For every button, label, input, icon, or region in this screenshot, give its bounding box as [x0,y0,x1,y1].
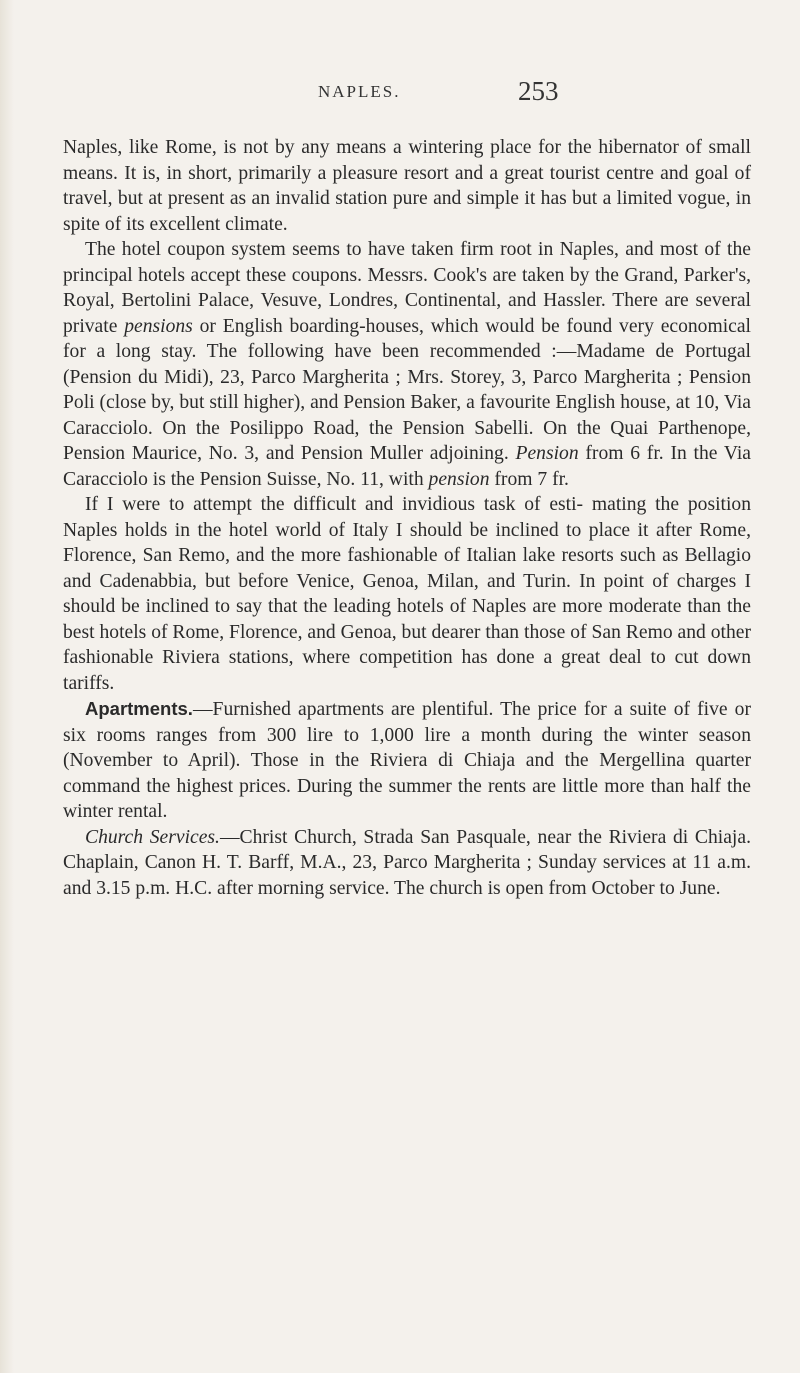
paragraph-text: from 7 fr. [489,468,569,490]
section-heading-church-services: Church Services. [85,826,220,848]
page-number: 253 [518,76,559,106]
paragraph-text: —Christ Church, Strada San Pasquale, near the Riviera di Chiaja. Chaplain, Canon H. T. Barff, M.A., 23, Parco Margherita ; Sunday services at 11 a.m. and 3.15 p.m. H.C. after morning service. The church is open from October to June. [63,826,751,899]
body-text [63,135,751,901]
paragraph-text: Naples, like Rome, is not by any means a wintering place for the hibernator of small means. It is, in short, primarily a pleasure resort and a great tourist centre and goal of travel, but at present as an invalid station pure and simple it has but a limited vogue, in spite of its excellent climate. [63,137,751,235]
italic-term: pension [428,468,490,490]
paragraph-text: The hotel coupon system seems to have taken firm root in Naples, and most of the principal hotels accept these coupons. Messrs. Cook's are taken by the Grand, Parker's, Royal, Bertolini Palace, Vesuve, Londres, Continental, and Hassler. There are several private [63,239,751,337]
italic-term: Pension [515,443,579,464]
paragraph-hotel-coupons [63,237,751,492]
paragraph-naples-intro [63,135,751,237]
paragraph-apartments [63,696,751,825]
page-gutter-shadow [0,0,14,1373]
paragraph-hotel-ranking [63,492,751,696]
paragraph-text: If I were to attempt the difficult and invidious task of esti- mating the position Naples holds in the hotel world of Italy I should be inclined to place it after Rome, Florence, San Remo, and the more fashionable of Italian lake resorts such as Bellagio and Cadenabbia, but before Venice, Genoa, Milan, and Turin. In point of charges I should be inclined to say that the leading hotels of Naples are more moderate than the best hotels of Rome, Florence, and Genoa, but dearer than those of San Remo and other fashionable Riviera stations, where competition has done a great deal to cut down tariffs. [63,494,751,694]
paragraph-church-services [63,825,751,902]
italic-term: pensions [124,315,193,337]
page-header [0,78,800,112]
paragraph-text: or English boarding-houses, which would be found very economical for a long stay. The following have been recommended :—Madame de Portugal (Pension du Midi), 23, Parco Margherita ; Mrs. Storey, 3, Parco Margherita ; Pension Poli (close by, but still higher), and Pension Baker, a favourite English house, at 10, Via Caracciolo. On the Posilippo Road, the Pension Sabelli. On the Quai Parthenope, Pension Maurice, No. 3, and Pension Muller adjoining. [63,315,751,464]
paragraph-text: from 6 fr. In the Via Caracciolo is the Pension Suisse, No. 11, with [63,443,751,490]
paragraph-text: —Furnished apartments are plentiful. The price for a suite of five or six rooms ranges from 300 lire to 1,000 lire a month during the winter season (November to April). Those in the Riviera di Chiaja and the Mergellina quarter command the highest prices. During the summer the rents are little more than half the winter rental. [63,699,751,822]
section-heading-apartments: Apartments. [85,698,193,719]
running-title: NAPLES. [318,82,401,101]
